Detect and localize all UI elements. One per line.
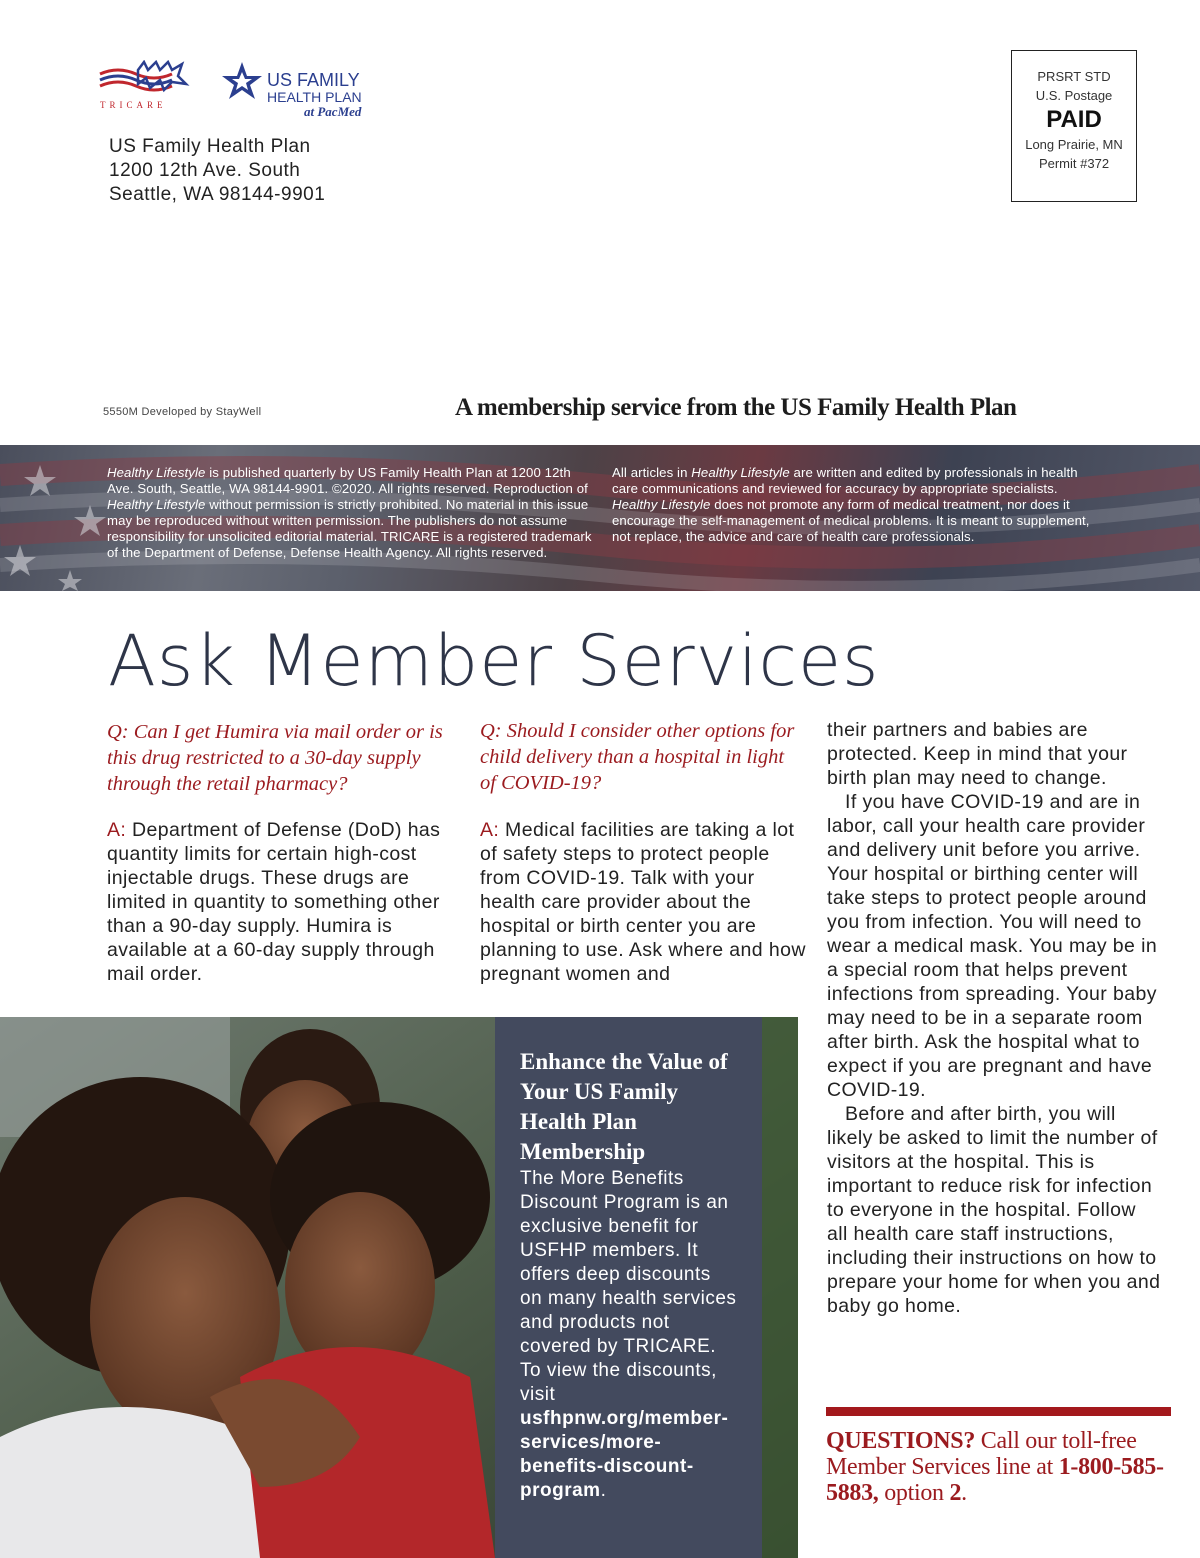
promo-body (520, 1167, 738, 1503)
copyright-text: is published quarterly by US Family Health Plan at 1200 12th Ave. South, Seattle, WA 98144-9901. ©2020. All rights reserved. Reproduction of (107, 465, 588, 496)
questions-lead: QUESTIONS? (826, 1428, 976, 1454)
postage-line: U.S. Postage (1035, 88, 1113, 103)
postage-indicia (1011, 50, 1137, 202)
return-address (109, 135, 325, 207)
phone-number[interactable]: 1-800-585-5883, (826, 1454, 1164, 1506)
copyright-notice (107, 465, 593, 561)
disclaimer-text: does not promote any form of medical treatment, nor does it encourage the self-management of medical problems. It is meant to supplement, not replace, the advice and care of health care professionals. (612, 497, 1090, 544)
questions-text-end: . (961, 1480, 967, 1506)
disclaimer (612, 465, 1092, 545)
tagline: A membership service from the US Family Health Plan (455, 394, 1017, 421)
question-1: Q: Can I get Humira via mail order or is this drug restricted to a 30-day supply through the retail pharmacy? (107, 721, 443, 795)
promo-text: The More Benefits Discount Program is an exclusive benefit for USFHP members. It offers deep discounts on many health services and products not covered by TRICARE. To view the discounts, visit (520, 1168, 737, 1405)
promo-link[interactable]: usfhpnw.org/member-services/more-benefits-discount-program (520, 1408, 729, 1501)
developer-note: 5550M Developed by StayWell (103, 406, 262, 418)
paragraph: If you have COVID-19 and are in labor, call your health care provider and delivery unit before you arrive. Your hospital or birthing center will take steps to protect people around you from infection. You will need to wear a medical mask. You may be in a special room that helps prevent infections from spreading. Your baby may need to be in a separate room after birth. Ask the hospital what to expect if you are pregnant and have COVID-19. (827, 791, 1158, 1101)
postage-paid: PAID (1046, 106, 1102, 133)
answer-text: Medical facilities are taking a lot of safety steps to protect people from COVID-19. Talk with your health care provider about the hospital or birth center you are planning to use. Ask where and how pregnant women and (480, 819, 806, 985)
questions-text: option (878, 1480, 950, 1506)
svg-text:HEALTH PLAN: HEALTH PLAN (267, 89, 362, 105)
answer-2-continued (827, 718, 1162, 1318)
phone-option: 2 (949, 1480, 962, 1506)
question-2: Q: Should I consider other options for child delivery than a hospital in light of COVID-19? (480, 720, 795, 794)
svg-text:TRICARE: TRICARE (100, 100, 167, 110)
promo-title: Enhance the Value of Your US Family Health Plan Membership (520, 1049, 728, 1164)
answer-1 (107, 818, 457, 986)
answer-label: A: (107, 819, 127, 841)
answer-label: A: (480, 819, 500, 841)
disclaimer-text: All articles in (612, 465, 692, 480)
promo-box (495, 1017, 762, 1558)
publication-name: Healthy Lifestyle (691, 465, 790, 480)
promo-text-end: . (600, 1480, 607, 1501)
flag-banner (0, 445, 1200, 591)
publication-name: Healthy Lifestyle (107, 497, 206, 512)
questions-text: Call our toll-free Member Services line at (826, 1428, 1137, 1480)
publication-name: Healthy Lifestyle (107, 465, 206, 480)
paragraph: Before and after birth, you will likely be asked to limit the number of visitors at the hospital. This is important to reduce risk for infection to everyone in the hospital. Follow all health care staff instructions, including their instructions on how to prepare your home for when you and baby go home. (827, 1103, 1161, 1317)
address-line: US Family Health Plan (109, 136, 311, 157)
postage-line: Long Prairie, MN (1025, 137, 1123, 152)
postage-line: Permit #372 (1038, 156, 1110, 171)
copyright-text: without permission is strictly prohibited. No material in this issue may be reproduced without written permission. The publishers do not assume responsibility for unsolicited editorial material. TRICARE is a registered trademark of the Department of Defense, Defense Health Agency. All rights reserved. (107, 497, 592, 560)
page-title (108, 620, 880, 702)
address-line: Seattle, WA 98144-9901 (109, 184, 326, 205)
paragraph: their partners and babies are protected. Keep in mind that your birth plan may need to change. (827, 719, 1128, 789)
svg-text:US FAMILY: US FAMILY (267, 70, 360, 90)
address-line: 1200 12th Ave. South (109, 160, 301, 181)
publication-name: Healthy Lifestyle (612, 497, 711, 512)
usfhp-logo (220, 60, 380, 124)
page-title-text: Ask Member Services (108, 620, 880, 702)
postage-line: PRSRT STD (1037, 69, 1111, 84)
questions-callout (826, 1428, 1171, 1506)
tricare-logo (98, 60, 208, 120)
answer-2 (480, 818, 810, 986)
disclaimer-text: are written and edited by professionals in health care communications and reviewed for accuracy by appropriate specialists. (612, 465, 1078, 496)
answer-text: Department of Defense (DoD) has quantity limits for certain high-cost injectable drugs. These drugs are limited in quantity to something other than a 90-day supply. Humira is available at a 60-day supply through mail order. (107, 819, 441, 985)
divider-rule (826, 1407, 1171, 1416)
svg-text:at PacMed: at PacMed (304, 104, 362, 119)
